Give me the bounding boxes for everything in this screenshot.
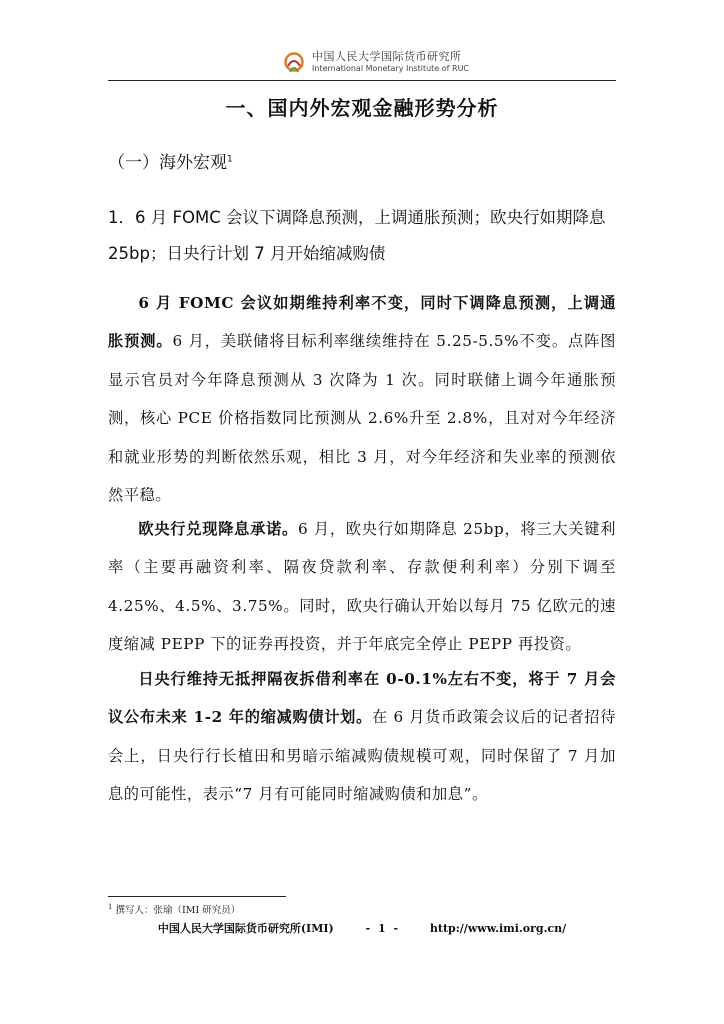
header-institute-cn: 中国人民大学国际货币研究所 (312, 50, 462, 63)
footnote-reference[interactable]: 1 (227, 154, 233, 165)
section-title: 一、国内外宏观金融形势分析 (225, 96, 499, 120)
footnote (108, 902, 240, 916)
paragraph-ecb (108, 510, 616, 664)
item-heading: 1．6 月 FOMC 会议下调降息预测，上调通胀预测；欧央行如期降息 25bp；日央行计划 7 月开始缩减购债 (108, 208, 606, 263)
page-header (0, 48, 724, 84)
subsection-heading-text: （一）海外宏观 (108, 153, 227, 173)
footnote-mark: 1 (108, 902, 113, 911)
imi-logo (284, 52, 304, 76)
footnote-divider (108, 896, 286, 897)
header-institute-en: International Monetary Institute of RUC (312, 64, 470, 73)
imi-logo-icon (284, 52, 304, 76)
header-divider (108, 80, 616, 81)
paragraph-ecb-lead: 欧央行兑现降息承诺。 (138, 520, 298, 538)
page-footer (0, 920, 724, 936)
footer-url-link[interactable]: http://www.imi.org.cn/ (429, 922, 567, 935)
header-institute (312, 50, 469, 74)
footnote-text: 撰写人：张瑜（IMI 研究员） (115, 905, 241, 916)
footer-institute: 中国人民大学国际货币研究所(IMI) (157, 922, 334, 935)
paragraph-ecb-body: 6 月，欧央行如期降息 25bp，将三大关键利率（主要再融资利率、隔夜贷款利率、存款便利利率）分别下调至 4.25%、4.5%、3.75%。同时，欧央行确认开始以每月 75 亿欧元的速度缩减 PEPP 下的证券再投资，并于年底完全停止 PEPP 再投资。 (108, 520, 617, 654)
paragraph-fomc-body: 6 月，美联储将目标利率继续维持在 5.25-5.5%不变。点阵图显示官员对今年降息预测从 3 次降为 1 次。同时联储上调今年通胀预测，核心 PCE 价格指数同比预测从 2.6%升至 2.8%，且对对今年经济和就业形势的判断依然乐观，相比 3 月，对今年经济和失业率的预测依然平稳。 (108, 332, 616, 505)
paragraph-boj-body: 在 6 月货币政策会议后的记者招待会上，日央行行长植田和男暗示缩减购债规模可观，同时保留了 7 月加息的可能性，表示“7 月有可能同时缩减购债和加息”。 (108, 708, 616, 804)
paragraph-boj (108, 660, 616, 814)
paragraph-fomc (108, 284, 616, 514)
subsection-heading (108, 148, 233, 173)
paragraph-fomc-lead: 6 月 FOMC 会议如期维持利率不变，同时下调降息预测，上调通胀预测。 (108, 294, 616, 351)
footer-page-number: - 1 - (365, 922, 399, 935)
paragraph-boj-lead: 日央行维持无抵押隔夜拆借利率在 0-0.1%左右不变，将于 7 月会议公布未来 1-2 年的缩减购债计划。 (108, 670, 616, 727)
